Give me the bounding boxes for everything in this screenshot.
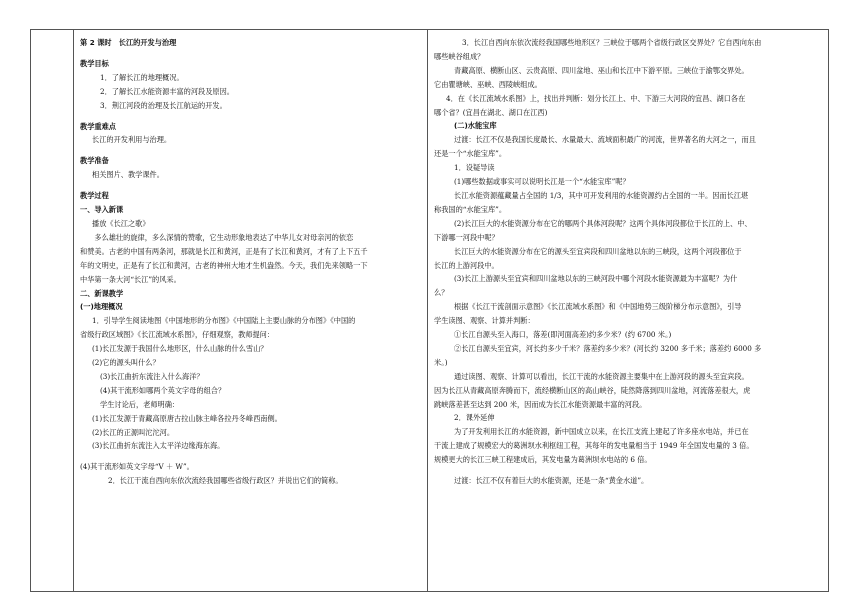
- text-line: 2．长江干流自西向东依次流经我国哪些省级行政区？并说出它们的简称。: [108, 476, 343, 486]
- text-line: 青藏高原、横断山区、云贵高原、四川盆地、巫山和长江中下游平原。三峡位于渝鄂交界处。: [454, 65, 749, 75]
- text-line: 哪个省？(宜昌在湖北、湖口在江西): [434, 107, 548, 117]
- section-heading: (一)地理概况: [80, 302, 123, 312]
- text-line: 长江的上游河段中。: [434, 260, 499, 270]
- section-heading: 教学准备: [80, 156, 109, 166]
- text-line: (4)其干流形如英文字母“V ＋ W”。: [80, 462, 194, 472]
- text-line: 学生讨论后，老师明确：: [100, 399, 180, 409]
- left-column: [80, 36, 422, 488]
- text-line: 省级行政区域图》《长江流域水系图》，仔细观察，教师提问：: [80, 330, 275, 340]
- text-line: (3)长江曲折东流注入什么海洋？: [100, 371, 204, 381]
- text-line: (3)长江曲折东流注入太平洋边缘海东海。: [92, 441, 225, 451]
- text-line: (2)长江的正源叫沱沱河。: [92, 427, 175, 437]
- text-line: (1)哪些数据或事实可以说明长江是一个“水能宝库”呢？: [454, 177, 630, 187]
- table-divider-left: [73, 30, 74, 591]
- text-line: 还是一个“水能宝库”。: [434, 149, 507, 159]
- text-line: 长江水能资源蕴藏量占全国的 1/3，其中可开发利用的水能资源约占全国的一半。因而长江堪: [454, 190, 749, 200]
- text-line: 3．荆江河段的治理及长江航运的开发。: [100, 100, 227, 110]
- text-line: 播放《长江之歌》: [92, 218, 150, 228]
- text-line: 哪些峡谷组成？: [434, 51, 485, 61]
- text-line: 年的文明史，正是有了长江和黄河，古老的神州大地才生机盎然。今天，我们先来领略一下: [80, 260, 368, 270]
- right-column: [434, 36, 824, 488]
- text-line: (2)它的源头叫什么？: [92, 358, 160, 368]
- text-line: 1．了解长江的地理概况。: [100, 72, 184, 82]
- text-line: (1)长江发源于青藏高原唐古拉山脉主峰各拉丹冬峰西南侧。: [92, 413, 282, 423]
- text-line: (4)其干流形如哪两个英文字母的组合？: [100, 385, 226, 395]
- spacer: [434, 467, 824, 474]
- text-line: 中华第一条大河“长江”的风采。: [80, 274, 181, 284]
- spacer: [80, 182, 422, 189]
- text-line: 过渡：长江不仅有着巨大的水能资源，还是一条“黄金水道”。: [454, 476, 649, 486]
- text-line: 学生读图、观察、计算并判断：: [434, 316, 535, 326]
- section-heading: 第 2 课时 长江的开发与治理: [80, 38, 177, 47]
- text-line: ②长江自源头至宜宾，河长约多少千米？落差约多少米？(河长约 3200 多千米；落差约 6000 多: [454, 343, 762, 353]
- text-line: 它由瞿塘峡、巫峡、西陵峡组成。: [434, 79, 542, 89]
- text-line: 4．在《长江流域水系图》上，找出并判断：划分长江上、中、下游三大河段的宜昌、湖口各在: [446, 93, 746, 103]
- text-line: 根据《长江干流剖面示意图》《长江流域水系图》和《中国地势三级阶梯分布示意图》，引导: [454, 302, 742, 312]
- section-heading: 教学目标: [80, 58, 109, 68]
- text-line: 2．课外延伸: [454, 413, 495, 423]
- text-line: 么？: [434, 288, 449, 298]
- text-line: 米。): [434, 357, 448, 367]
- text-line: 因为长江从青藏高原奔腾而下，流经横断山区的高山峡谷，陡然降落到四川盆地，河流落差很大，虎: [434, 385, 751, 395]
- spacer: [80, 50, 422, 57]
- text-line: 1．引导学生阅读地图《中国地形的分布图》《中国陆上主要山脉的分布图》《中国的: [92, 316, 356, 326]
- text-line: 多么雄壮的旋律，多么深情的赞歌，它生动形象地表达了中华儿女对母亲河的依恋: [80, 232, 354, 242]
- text-line: 1．设疑导读: [454, 163, 495, 173]
- text-line: (1)长江发源于我国什么地形区，什么山脉的什么雪山？: [92, 344, 268, 354]
- text-line: 2．了解长江水能资源丰富的河段及原因。: [100, 86, 234, 96]
- section-heading: 二、新课教学: [80, 288, 124, 298]
- section-heading: 一、导入新课: [80, 205, 124, 215]
- text-line: ①长江自源头至入海口，落差(即河面高差)约多少米？(约 6700 米。): [454, 330, 672, 340]
- text-line: 称我国的“水能宝库”。: [434, 204, 507, 214]
- text-line: 为了开发利用长江的水能资源，新中国成立以来，在长江支流上建起了许多座水电站，并已在: [454, 427, 749, 437]
- lesson-plan-table: [30, 29, 829, 592]
- spacer: [80, 113, 422, 120]
- text-line: 过渡：长江不仅是我国长度最长、水量最大、流域面积最广的河流，世界著名的大河之一，而且: [454, 135, 756, 145]
- text-line: 规模更大的长江三峡工程建成后，其发电量为葛洲坝水电站的 6 倍。: [434, 455, 652, 465]
- text-line: 长江巨大的水能资源分布在它的源头至宜宾段和四川盆地以东的三峡段，这两个河段都位于: [454, 246, 742, 256]
- spacer: [80, 453, 422, 460]
- section-heading: 教学过程: [80, 191, 109, 201]
- table-divider-middle: [427, 30, 428, 591]
- text-line: 通过读图、观察、计算可以看出，长江干流的水能资源主要集中在上游河段的源头至宜宾段。: [454, 371, 749, 381]
- text-line: 跳峡落差甚至达到 200 米，因而成为长江水能资源最丰富的河段。: [434, 399, 647, 409]
- text-line: 和赞美。古老的中国有两条河，那就是长江和黄河，正是有了长江和黄河，才有了上下五千: [80, 246, 368, 256]
- text-line: 下游哪一河段中呢？: [434, 232, 499, 242]
- section-heading: 教学重难点: [80, 121, 116, 131]
- text-line: 长江的开发利用与治理。: [92, 135, 172, 145]
- text-line: (3)长江上游源头至宜宾和四川盆地以东的三峡河段中哪个河段水能资源最为丰富呢？为什: [454, 274, 738, 284]
- text-line: 3．长江自西向东依次流经我国哪些地形区？三峡位于哪两个省级行政区交界处？它自西向东由: [462, 38, 762, 47]
- text-line: 干流上建成了规模宏大的葛洲坝水利枢纽工程，其每年的发电量相当于 1949 年全国发电量的 3 倍。: [434, 441, 754, 451]
- section-heading: (二)水能宝库: [454, 121, 497, 131]
- spacer: [80, 147, 422, 154]
- text-line: (2)长江巨大的水能资源分布在它的哪两个具体河段呢？这两个具体河段都位于长江的上、中、: [454, 218, 752, 228]
- text-line: 相关图片、教学课件。: [92, 170, 164, 180]
